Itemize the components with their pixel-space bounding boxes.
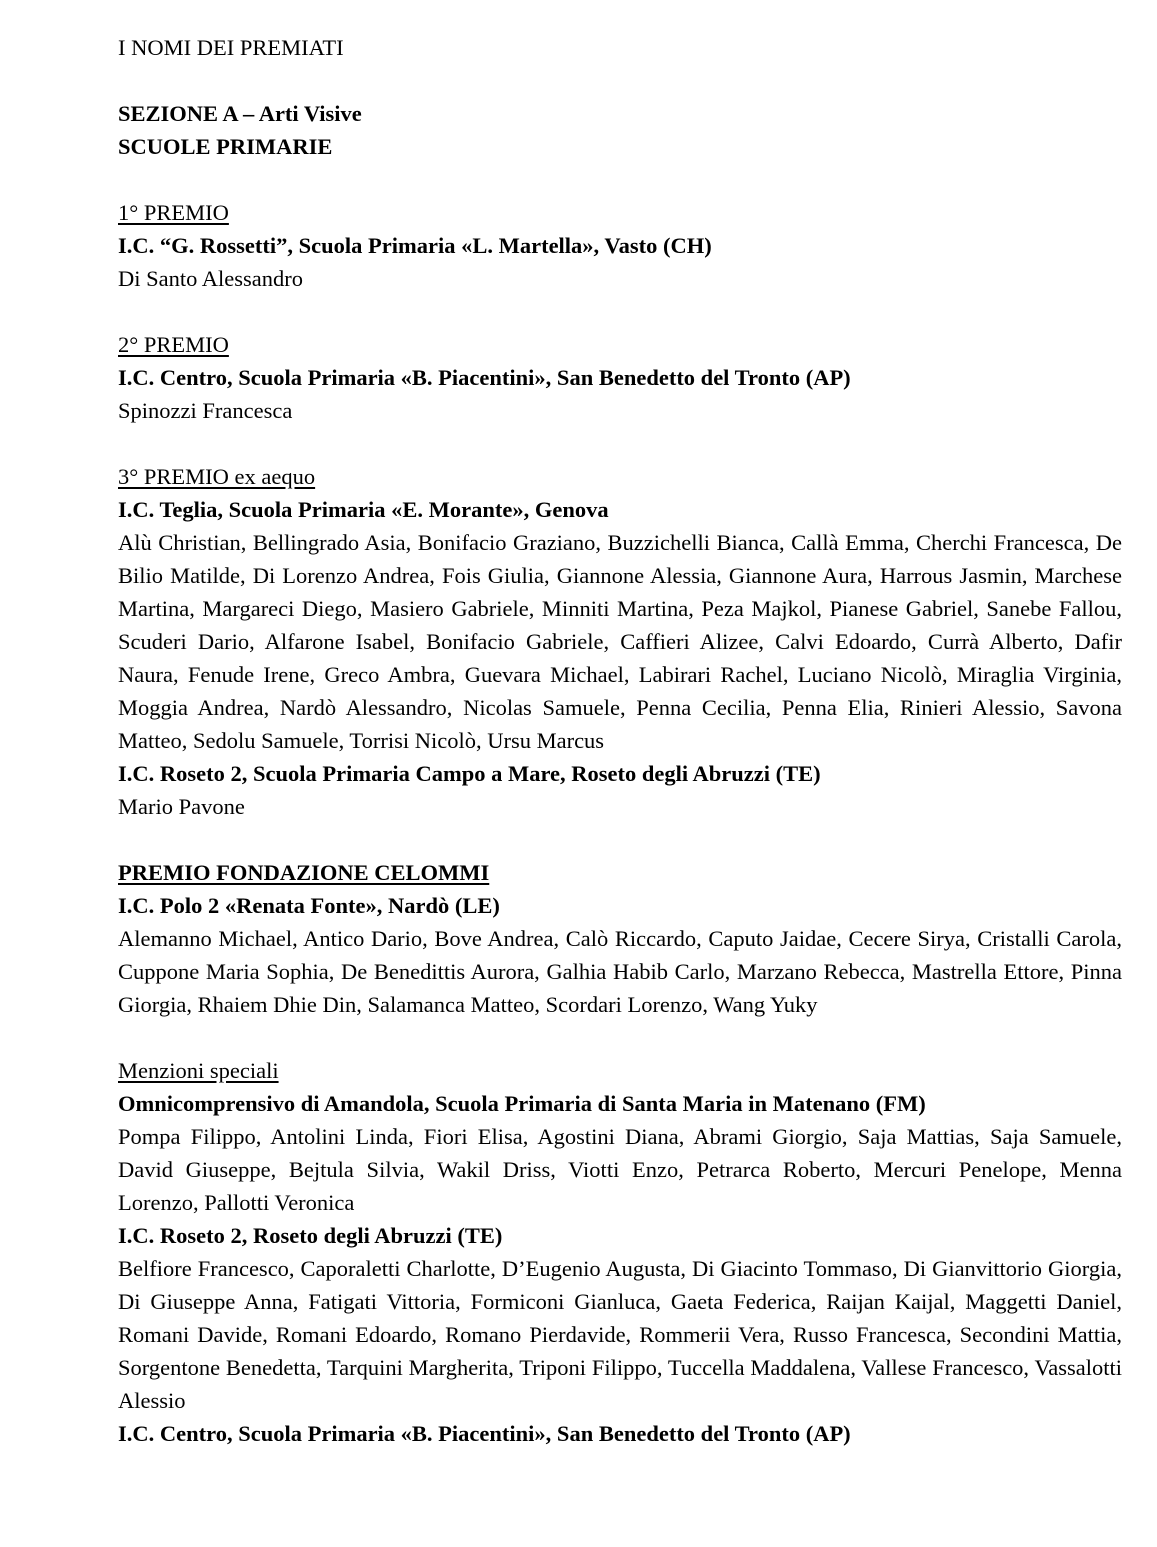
- document-page: [118, 31, 1122, 1450]
- celommi-prize-block: [118, 856, 1122, 1021]
- third-prize-school: I.C. Roseto 2, Scuola Primaria Campo a Mare, Roseto degli Abruzzi (TE): [118, 761, 821, 786]
- third-prize-names: Alù Christian, Bellingrado Asia, Bonifacio Graziano, Buzzichelli Bianca, Callà Emma, Cherchi Francesca, De Bilio Matilde, Di Lorenzo Andrea, Fois Giulia, Giannone Alessia, Giannone Aura, Harrous Jasmin, Marchese Martina, Margareci Diego, Masiero Gabriele, Minniti Martina, Peza Majkol, Pianese Gabriel, Sanebe Fallou, Scuderi Dario, Alfarone Isabel, Bonifacio Gabriele, Caffieri Alizee, Calvi Edoardo, Currà Alberto, Dafir Naura, Fenude Irene, Greco Ambra, Guevara Michael, Labirari Rachel, Luciano Nicolò, Miraglia Virginia, Moggia Andrea, Nardò Alessandro, Nicolas Samuele, Penna Cecilia, Penna Elia, Rinieri Alessio, Savona Matteo, Sedolu Samuele, Torrisi Nicolò, Ursu Marcus: [118, 530, 1122, 753]
- first-prize-heading: 1° PREMIO: [118, 200, 229, 225]
- celommi-prize-heading: PREMIO FONDAZIONE CELOMMI: [118, 860, 490, 885]
- spacer: [118, 64, 1122, 97]
- first-prize-block: [118, 196, 1122, 295]
- special-mentions-heading: Menzioni speciali: [118, 1058, 279, 1083]
- third-prize-block: [118, 460, 1122, 823]
- subsection-heading: SCUOLE PRIMARIE: [118, 134, 333, 159]
- first-prize-names: Di Santo Alessandro: [118, 266, 303, 291]
- section-heading: SEZIONE A – Arti Visive: [118, 101, 362, 126]
- spacer: [118, 427, 1122, 460]
- spacer: [118, 163, 1122, 196]
- third-prize-heading: 3° PREMIO ex aequo: [118, 464, 316, 489]
- spacer: [118, 1021, 1122, 1054]
- special-mention-names: Pompa Filippo, Antolini Linda, Fiori Elisa, Agostini Diana, Abrami Giorgio, Saja Mattias, Saja Samuele, David Giuseppe, Bejtula Silvia, Wakil Driss, Viotti Enzo, Petrarca Roberto, Mercuri Penelope, Menna Lorenzo, Pallotti Veronica: [118, 1124, 1122, 1215]
- second-prize-block: [118, 328, 1122, 427]
- second-prize-names: Spinozzi Francesca: [118, 398, 293, 423]
- second-prize-school: I.C. Centro, Scuola Primaria «B. Piacentini», San Benedetto del Tronto (AP): [118, 365, 851, 390]
- document-title: I NOMI DEI PREMIATI: [118, 35, 344, 60]
- celommi-prize-school: I.C. Polo 2 «Renata Fonte», Nardò (LE): [118, 893, 500, 918]
- celommi-prize-names: Alemanno Michael, Antico Dario, Bove Andrea, Calò Riccardo, Caputo Jaidae, Cecere Sirya, Cristalli Carola, Cuppone Maria Sophia, De Benedittis Aurora, Galhia Habib Carlo, Marzano Rebecca, Mastrella Ettore, Pinna Giorgia, Rhaiem Dhie Din, Salamanca Matteo, Scordari Lorenzo, Wang Yuky: [118, 926, 1122, 1017]
- second-prize-heading: 2° PREMIO: [118, 332, 229, 357]
- spacer: [118, 823, 1122, 856]
- spacer: [118, 295, 1122, 328]
- special-mention-school: Omnicomprensivo di Amandola, Scuola Primaria di Santa Maria in Matenano (FM): [118, 1091, 926, 1116]
- third-prize-school: I.C. Teglia, Scuola Primaria «E. Morante», Genova: [118, 497, 609, 522]
- special-mention-school: I.C. Roseto 2, Roseto degli Abruzzi (TE): [118, 1223, 503, 1248]
- special-mentions-block: [118, 1054, 1122, 1450]
- special-mention-school: I.C. Centro, Scuola Primaria «B. Piacentini», San Benedetto del Tronto (AP): [118, 1421, 851, 1446]
- special-mention-names: Belfiore Francesco, Caporaletti Charlotte, D’Eugenio Augusta, Di Giacinto Tommaso, Di Gianvittorio Giorgia, Di Giuseppe Anna, Fatigati Vittoria, Formiconi Gianluca, Gaeta Federica, Raijan Kaijal, Maggetti Daniel, Romani Davide, Romani Edoardo, Romano Pierdavide, Rommerii Vera, Russo Francesca, Secondini Mattia, Sorgentone Benedetta, Tarquini Margherita, Triponi Filippo, Tuccella Maddalena, Vallese Francesco, Vassalotti Alessio: [118, 1256, 1122, 1413]
- first-prize-school: I.C. “G. Rossetti”, Scuola Primaria «L. Martella», Vasto (CH): [118, 233, 712, 258]
- third-prize-names: Mario Pavone: [118, 794, 245, 819]
